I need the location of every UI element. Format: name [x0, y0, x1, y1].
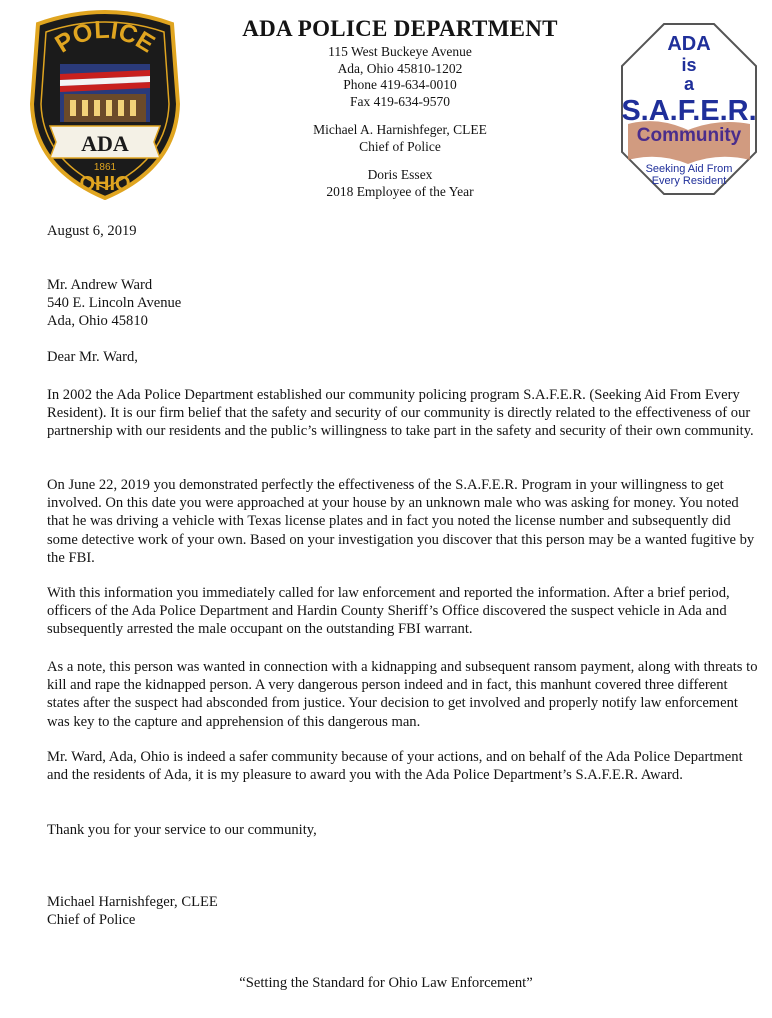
chief-name: Michael A. Harnishfeger, CLEE	[313, 122, 487, 137]
employee-title: 2018 Employee of the Year	[326, 183, 474, 199]
safer-line5: Community	[636, 125, 742, 146]
paragraph-incident: On June 22, 2019 you demonstrated perfectly the effectiveness of the S.A.F.E.R. Program in your willingness to get involved. On this date you were approached at your house by an unknown male who was asking for money. You noted that he was driving a vehicle with Texas license plates and in fact you noted the license number and subsequently did some detective work of your own. Based on your investigation you discover that this person may be a wanted fugitive by the FBI.	[47, 477, 755, 566]
recipient-city: Ada, Ohio 45810	[47, 313, 148, 330]
police-badge-logo	[24, 8, 186, 200]
safer-line4: S.A.F.E.R.	[621, 95, 757, 127]
safer-line2: is	[681, 55, 697, 75]
safer-line1: ADA	[667, 33, 711, 55]
paragraph-note: As a note, this person was wanted in connection with a kidnapping and subsequent ransom payment, along with threats to kill and rape the kidnapped person. A very dangerous person indeed and in fact, this manhunt covered three different states after the suspect had absconded from justice. Your decision to get involved and properly notify law enforcement was key to the capture and apprehension of this dangerous man.	[47, 659, 758, 730]
closing-line: Thank you for your service to our community,	[47, 822, 317, 838]
footer-motto: “Setting the Standard for Ohio Law Enforcement”	[239, 975, 533, 991]
signer-name: Michael Harnishfeger, CLEE	[47, 894, 218, 910]
signature-block	[47, 893, 218, 929]
fax-number: Fax 419-634-9570	[349, 93, 451, 109]
badge-year: 1861	[93, 162, 117, 173]
phone-number: Phone 419-634-0010	[343, 77, 457, 92]
recipient-address	[47, 276, 181, 331]
recipient-street: 540 E. Lincoln Avenue	[47, 295, 182, 312]
badge-center-text: ADA	[81, 131, 129, 156]
badge-bottom-text: OHIO	[79, 173, 131, 195]
recipient-name: Mr. Andrew Ward	[47, 277, 153, 293]
chief-title: Chief of Police	[359, 138, 441, 154]
paragraph-award: Mr. Ward, Ada, Ohio is indeed a safer community because of your actions, and on behalf of the Ada Police Department and the residents of Ada, it is my pleasure to award you with the Ada Police Department’s S.A.F.E.R. Award.	[47, 749, 743, 784]
badge-top-text: POLICE	[50, 15, 160, 59]
letterhead	[200, 14, 600, 200]
signer-title: Chief of Police	[47, 912, 136, 929]
safer-tagline1: Seeking Aid From	[645, 163, 733, 175]
safer-line3: a	[683, 74, 695, 94]
department-name: ADA POLICE DEPARTMENT	[242, 16, 558, 41]
safer-community-logo	[618, 20, 760, 198]
salutation: Dear Mr. Ward,	[47, 349, 138, 365]
address-line-1: 115 West Buckeye Avenue	[328, 44, 472, 59]
paragraph-arrest: With this information you immediately called for law enforcement and reported the information. After a brief period, officers of the Ada Police Department and Hardin County Sheriff’s Office discovered the suspect vehicle in Ada and subsequently arrested the male occupant on the outstanding FBI warrant.	[47, 585, 730, 638]
paragraph-program-intro: In 2002 the Ada Police Department established our community policing program S.A.F.E.R. (Seeking Aid From Every Resident). It is our firm belief that the safety and security of our community is directly related to the effectiveness of our partnership with our residents and the public’s willingness to take part in the safety and security of their own community.	[47, 387, 754, 440]
safer-tagline2: Every Resident	[651, 175, 727, 187]
employee-name: Doris Essex	[367, 167, 433, 182]
letter-date: August 6, 2019	[47, 223, 137, 239]
address-line-2: Ada, Ohio 45810-1202	[337, 60, 463, 76]
